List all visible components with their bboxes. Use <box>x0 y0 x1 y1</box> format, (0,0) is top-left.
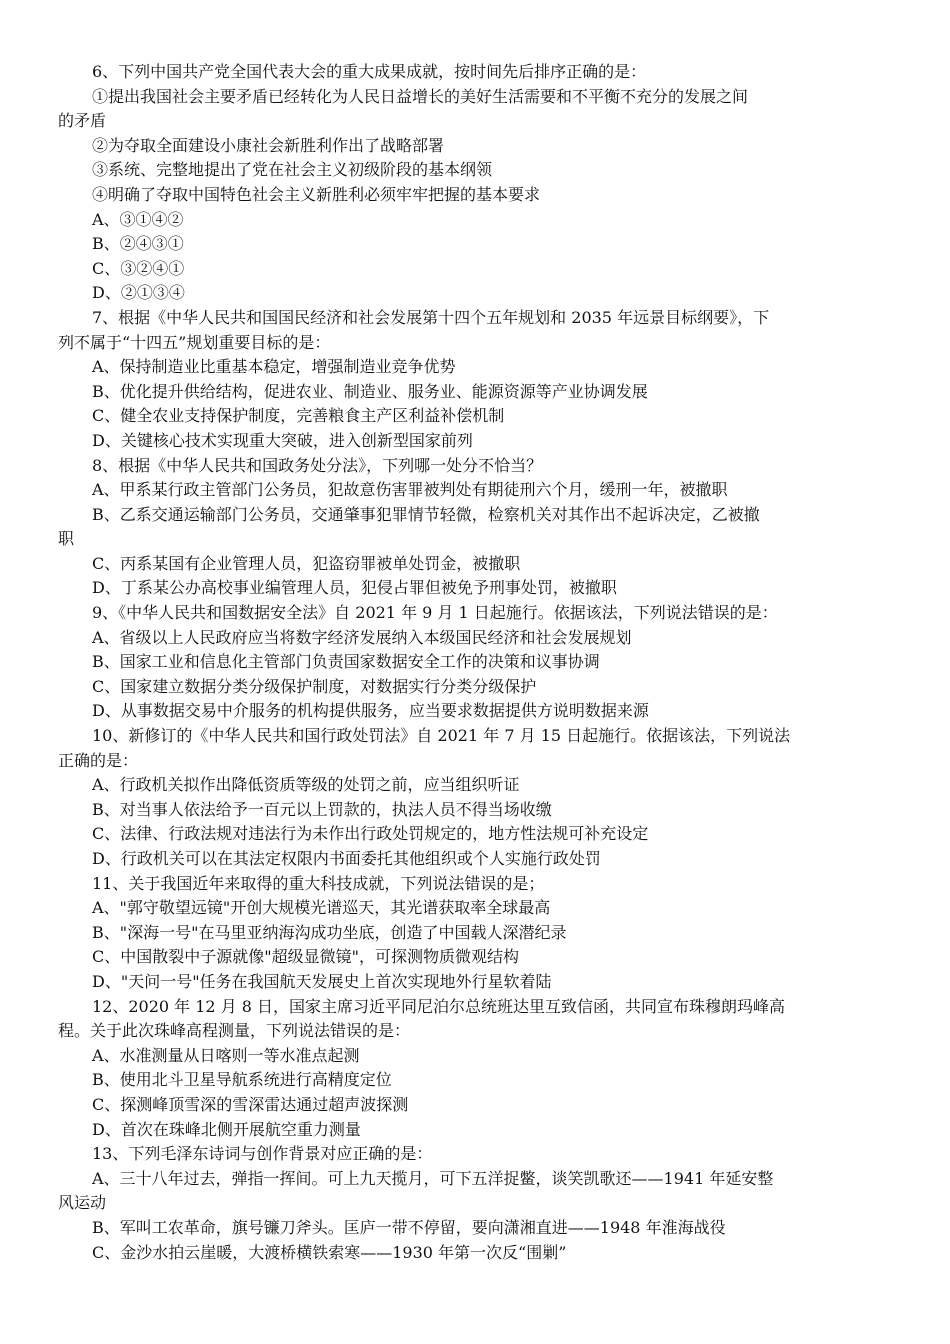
question-6-option-d: D、②①③④ <box>92 283 185 303</box>
question-8-option-d: D、丁系某公办高校事业编管理人员，犯侵占罪但被免予刑事处罚，被撤职 <box>92 578 617 598</box>
question-10-stem: 10、新修订的《中华人民共和国行政处罚法》自 2021 年 7 月 15 日起施行。依据该法，下列说法 <box>92 726 791 746</box>
question-13-option-b: B、军叫工农革命，旗号镰刀斧头。匡庐一带不停留，要向潇湘直进——1948 年淮海战役 <box>92 1217 726 1237</box>
question-11-option-c: C、中国散裂中子源就像"超级显微镜"，可探测物质微观结构 <box>92 947 519 967</box>
question-12-option-a: A、水准测量从日喀则一等水准点起测 <box>92 1045 360 1065</box>
question-12-stem: 12、2020 年 12 月 8 日，国家主席习近平同尼泊尔总统班达里互致信函，共同宣布珠穆朗玛峰高 <box>92 996 786 1016</box>
question-9-option-c: C、国家建立数据分类分级保护制度，对数据实行分类分级保护 <box>92 676 537 696</box>
question-8-option-c: C、丙系某国有企业管理人员，犯盗窃罪被单处罚金，被撤职 <box>92 553 521 573</box>
question-6-item-2: ②为夺取全面建设小康社会新胜利作出了战略部署 <box>92 135 445 155</box>
question-13-option-a: A、三十八年过去，弹指一挥间。可上九天揽月，可下五洋捉鳖，谈笑凯歌还——1941 年延安整 <box>92 1168 774 1188</box>
question-13-option-c: C、金沙水拍云崖暖，大渡桥横铁索寒——1930 年第一次反“围剿” <box>92 1242 567 1262</box>
question-11-option-b: B、"深海一号"在马里亚纳海沟成功坐底，创造了中国载人深潜纪录 <box>92 922 567 942</box>
question-7-option-d: D、关键核心技术实现重大突破，进入创新型国家前列 <box>92 430 473 450</box>
question-6-option-a: A、③①④② <box>92 209 184 229</box>
question-10-option-c: C、法律、行政法规对违法行为未作出行政处罚规定的，地方性法规可补充设定 <box>92 824 649 844</box>
question-6-option-c: C、③②④① <box>92 258 185 278</box>
question-12-stem-cont: 程。关于此次珠峰高程测量，下列说法错误的是： <box>58 1021 411 1041</box>
question-6-item-4: ④明确了夺取中国特色社会主义新胜利必须牢牢把握的基本要求 <box>92 184 541 204</box>
question-10-option-b: B、对当事人依法给予一百元以上罚款的，执法人员不得当场收缴 <box>92 799 552 819</box>
question-7-option-b: B、优化提升供给结构，促进农业、制造业、服务业、能源资源等产业协调发展 <box>92 381 648 401</box>
question-11-option-a: A、"郭守敬望远镜"开创大规模光谱巡天，其光谱获取率全球最高 <box>92 898 551 918</box>
question-8-option-a: A、甲系某行政主管部门公务员，犯故意伤害罪被判处有期徒刑六个月，缓刑一年，被撤职 <box>92 480 728 500</box>
question-10-option-a: A、行政机关拟作出降低资质等级的处罚之前，应当组织听证 <box>92 775 520 795</box>
question-7-stem-cont: 列不属于“十四五”规划重要目标的是： <box>58 332 331 352</box>
question-7-option-c: C、健全农业支持保护制度，完善粮食主产区利益补偿机制 <box>92 406 505 426</box>
question-6-item-3: ③系统、完整地提出了党在社会主义初级阶段的基本纲领 <box>92 160 493 180</box>
question-6-option-b: B、②④③① <box>92 234 184 254</box>
question-12-option-b: B、使用北斗卫星导航系统进行高精度定位 <box>92 1070 392 1090</box>
question-10-option-d: D、行政机关可以在其法定权限内书面委托其他组织或个人实施行政处罚 <box>92 849 601 868</box>
question-13-stem: 13、下列毛泽东诗词与创作背景对应正确的是： <box>92 1144 433 1164</box>
question-6-item-1: ①提出我国社会主要矛盾已经转化为人民日益增长的美好生活需要和不平衡不充分的发展之间 <box>92 86 749 106</box>
question-7-stem: 7、根据《中华人民共和国国民经济和社会发展第十四个五年规划和 2035 年远景目标纲要》，下 <box>92 307 770 327</box>
question-6-item-1-cont: 的矛盾 <box>58 111 107 131</box>
question-12-option-c: C、探测峰顶雪深的雪深雷达通过超声波探测 <box>92 1094 409 1114</box>
question-9-option-a: A、省级以上人民政府应当将数字经济发展纳入本级国民经济和社会发展规划 <box>92 627 632 647</box>
question-11-stem: 11、关于我国近年来取得的重大科技成就，下列说法错误的是； <box>92 873 545 893</box>
question-6-stem: 6、下列中国共产党全国代表大会的重大成果成就，按时间先后排序正确的是： <box>92 62 647 81</box>
question-13-option-a-cont: 风运动 <box>58 1193 107 1213</box>
question-11-option-d: D、"天问一号"任务在我国航天发展史上首次实现地外行星软着陆 <box>92 971 552 991</box>
question-8-stem: 8、根据《中华人民共和国政务处分法》，下列哪一处分不恰当？ <box>92 455 543 475</box>
question-7-option-a: A、保持制造业比重基本稳定，增强制造业竞争优势 <box>92 357 456 377</box>
question-9-option-b: B、国家工业和信息化主管部门负责国家数据安全工作的决策和议事协调 <box>92 652 600 672</box>
question-8-option-b-cont: 职 <box>58 529 75 549</box>
question-9-stem: 9、《中华人民共和国数据安全法》自 2021 年 9 月 1 日起施行。依据该法，下列说法错误的是： <box>92 603 778 623</box>
question-10-stem-cont: 正确的是： <box>58 750 139 770</box>
question-12-option-d: D、首次在珠峰北侧开展航空重力测量 <box>92 1119 361 1139</box>
question-9-option-d: D、从事数据交易中介服务的机构提供服务，应当要求数据提供方说明数据来源 <box>92 701 649 721</box>
question-8-option-b: B、乙系交通运输部门公务员，交通肇事犯罪情节轻微，检察机关对其作出不起诉决定，乙被撤 <box>92 504 760 524</box>
